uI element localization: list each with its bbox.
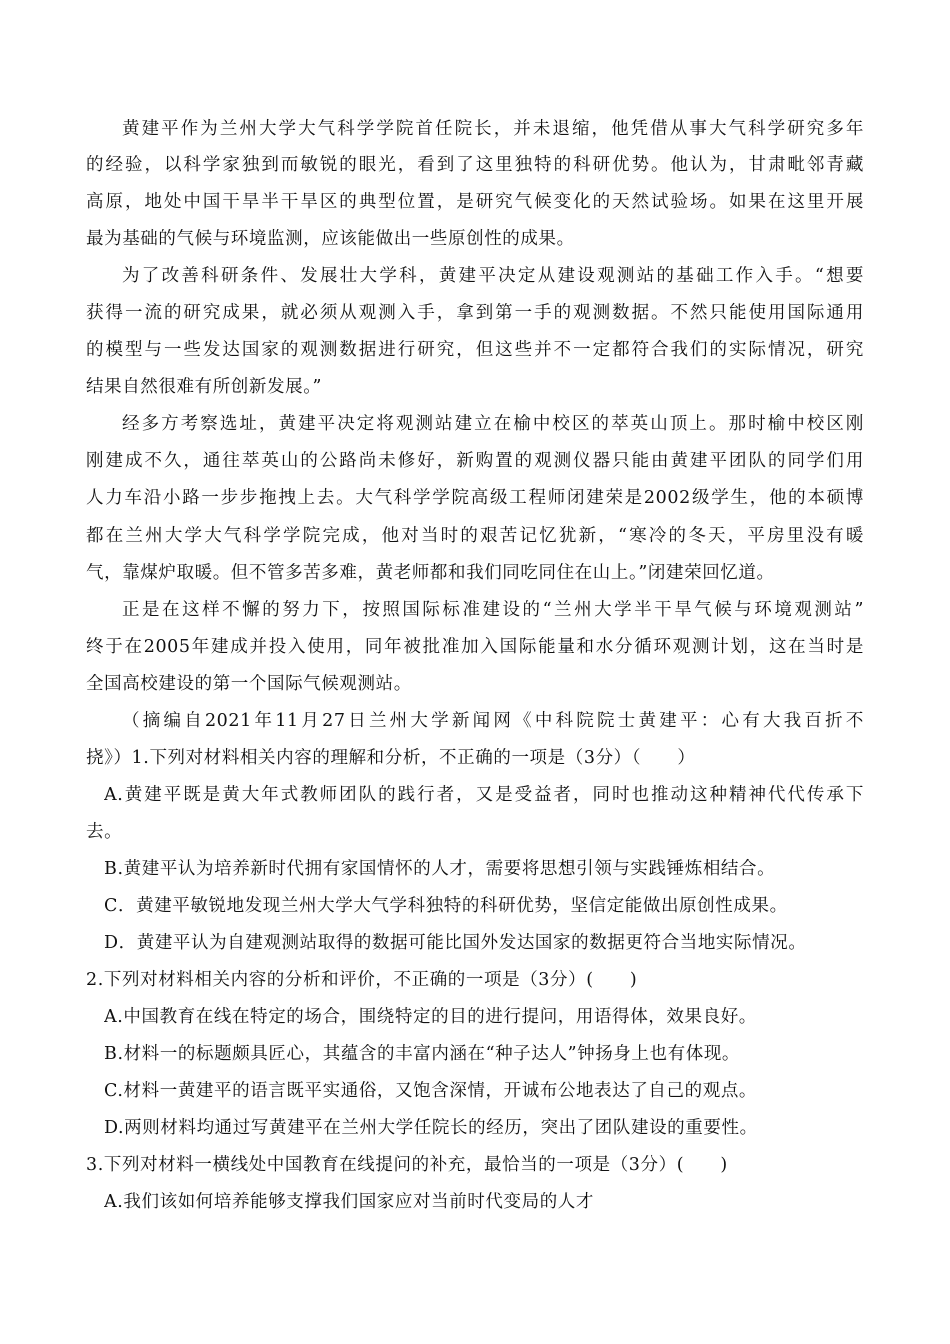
passage-line: 刚建成不久，通往萃英山的公路尚未修好，新购置的观测仪器只能由黄建平团队的同学们用	[86, 451, 864, 471]
q2-option-d: D.两则材料均通过写黄建平在兰州大学任院长的经历，突出了团队建设的重要性。	[104, 1118, 758, 1138]
q1-option-a-cont: 去。	[86, 822, 123, 842]
question-2-stem: 2.下列对材料相关内容的分析和评价，不正确的一项是（3分）( )	[86, 970, 638, 990]
q1-option-a: A.黄建平既是黄大年式教师团队的践行者，又是受益者，同时也推动这种精神代代传承下	[104, 785, 864, 805]
passage-line: 高原，地处中国干旱半干旱区的典型位置，是研究气候变化的天然试验场。如果在这里开展	[86, 192, 864, 212]
source-citation: （摘编自2021年11月27日兰州大学新闻网《中科院院士黄建平：心有大我百折不	[122, 711, 864, 731]
q1-option-d: D．黄建平认为自建观测站取得的数据可能比国外发达国家的数据更符合当地实际情况。	[104, 933, 807, 953]
q1-option-b: B.黄建平认为培养新时代拥有家国情怀的人才，需要将思想引领与实践锤炼相结合。	[104, 859, 776, 879]
passage-line: 获得一流的研究成果，就必须从观测入手，拿到第一手的观测数据。不然只能使用国际通用	[86, 303, 864, 323]
passage-line: 黄建平作为兰州大学大气科学学院首任院长，并未退缩，他凭借从事大气科学研究多年	[122, 119, 864, 139]
passage-line: 结果自然很难有所创新发展。”	[86, 377, 323, 397]
q3-option-a: A.我们该如何培养能够支撑我们国家应对当前时代变局的人才	[104, 1192, 594, 1212]
passage-line: 的模型与一些发达国家的观测数据进行研究，但这些并不一定都符合我们的实际情况，研究	[86, 340, 864, 360]
q1-option-c: C．黄建平敏锐地发现兰州大学大气学科独特的科研优势，坚信定能做出原创性成果。	[104, 896, 788, 916]
passage-line: 正是在这样不懈的努力下，按照国际标准建设的“兰州大学半干旱气候与环境观测站”	[122, 600, 864, 620]
passage-line: 经多方考察选址，黄建平决定将观测站建立在榆中校区的萃英山顶上。那时榆中校区刚	[122, 414, 864, 434]
question-1-stem: 挠》）1.下列对材料相关内容的理解和分析，不正确的一项是（3分）（ ）	[86, 748, 696, 768]
q2-option-b: B.材料一的标题颇具匠心，其蕴含的丰富内涵在“种子达人”钟扬身上也有体现。	[104, 1044, 741, 1064]
passage-line: 气，靠煤炉取暖。但不管多苦多难，黄老师都和我们同吃同住在山上。”闭建荣回忆道。	[86, 563, 775, 583]
q2-option-c: C.材料一黄建平的语言既平实通俗，又饱含深情，开诚布公地表达了自己的观点。	[104, 1081, 758, 1101]
q2-option-a: A.中国教育在线在特定的场合，围绕特定的目的进行提问，用语得体，效果良好。	[104, 1007, 757, 1027]
passage-line: 全国高校建设的第一个国际气候观测站。	[86, 674, 412, 694]
passage-line: 为了改善科研条件、发展壮大学科，黄建平决定从建设观测站的基础工作入手。“想要	[122, 266, 864, 286]
passage-line: 终于在2005年建成并投入使用，同年被批准加入国际能量和水分循环观测计划，这在当时是	[86, 637, 864, 657]
passage-line: 最为基础的气候与环境监测，应该能做出一些原创性的成果。	[86, 229, 575, 249]
passage-line: 都在兰州大学大气科学学院完成，他对当时的艰苦记忆犹新，“寒冷的冬天，平房里没有暖	[86, 526, 864, 546]
passage-line: 的经验，以科学家独到而敏锐的眼光，看到了这里独特的科研优势。他认为，甘肃毗邻青藏	[86, 155, 864, 175]
passage-line: 人力车沿小路一步步拖拽上去。大气科学学院高级工程师闭建荣是2002级学生，他的本硕博	[86, 488, 864, 508]
question-3-stem: 3.下列对材料一横线处中国教育在线提问的补充，最恰当的一项是（3分）( )	[86, 1155, 728, 1175]
